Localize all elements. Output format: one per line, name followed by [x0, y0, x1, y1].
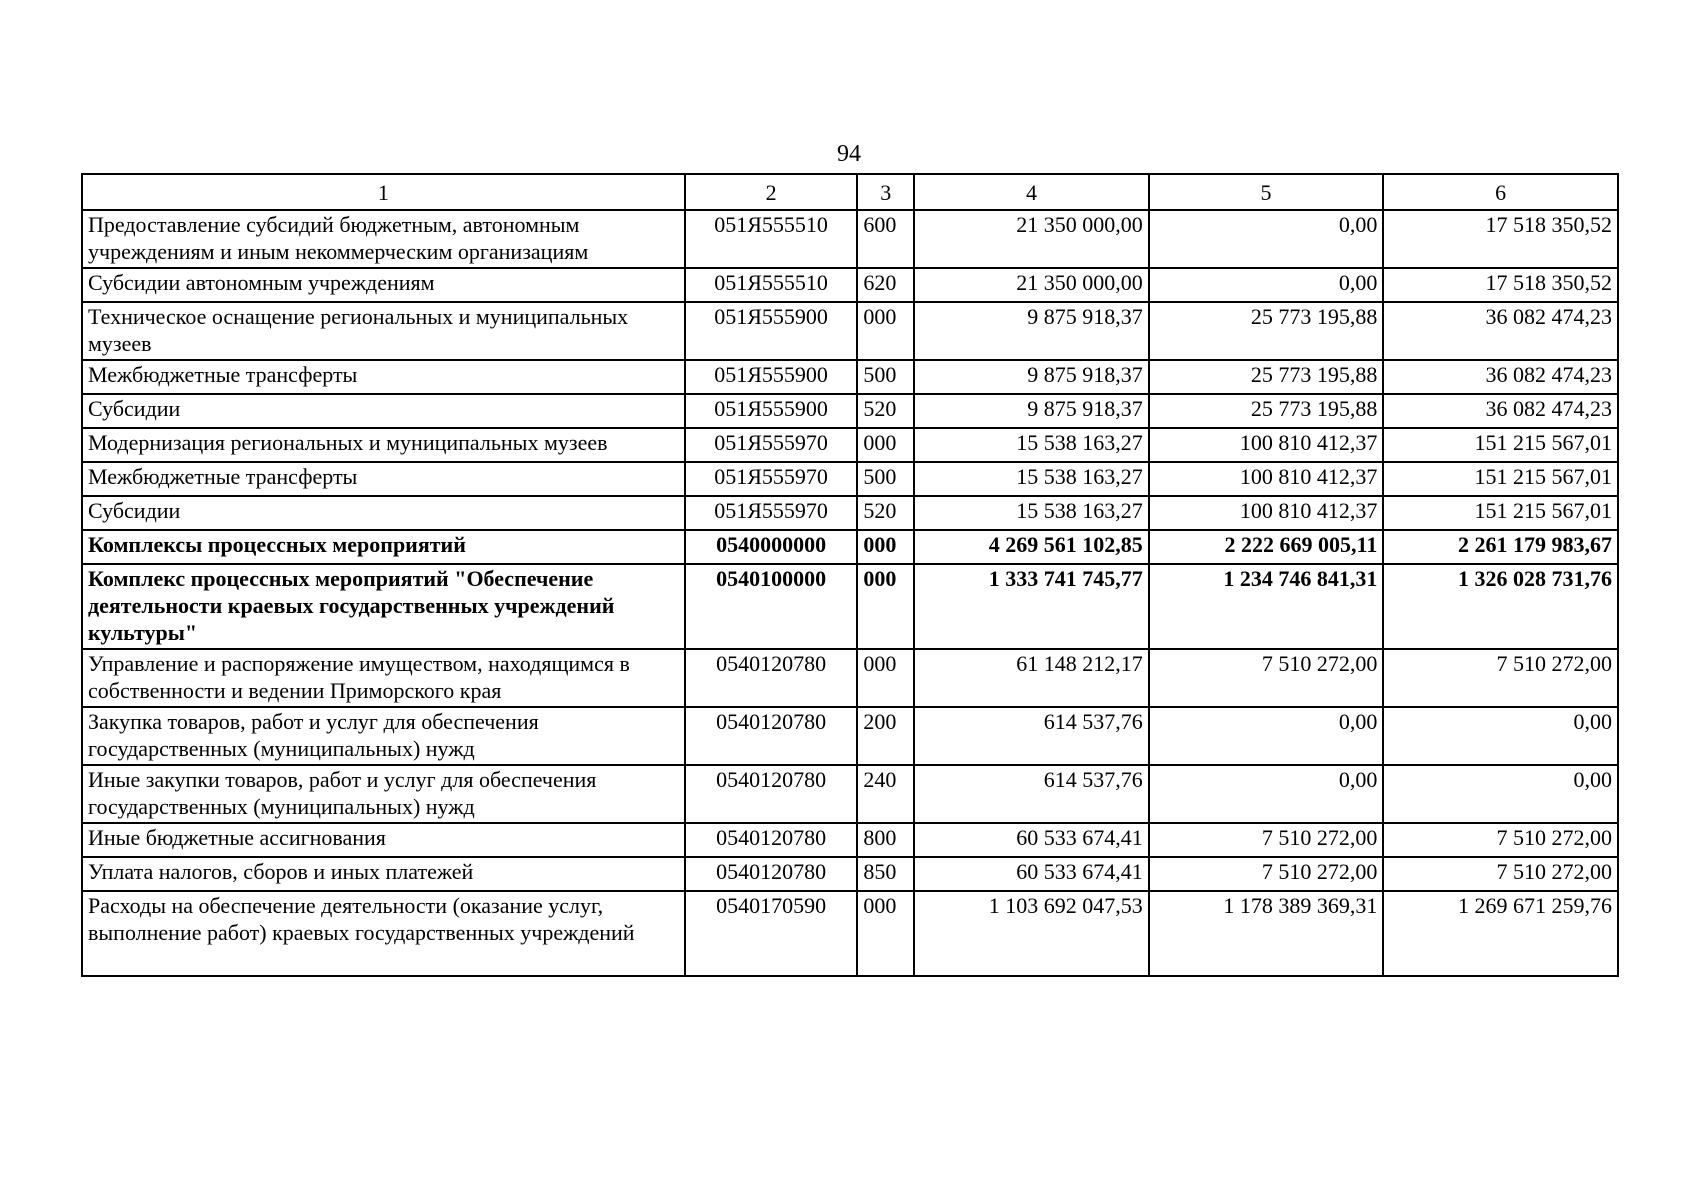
row-code-cell: 051Я555510: [685, 268, 858, 302]
table-row: [82, 302, 1618, 360]
row-type-cell: 200: [857, 707, 914, 765]
row-type-cell: 500: [857, 360, 914, 394]
table-row: [82, 210, 1618, 268]
row-amount-col6-cell: 36 082 474,23: [1383, 394, 1618, 428]
row-amount-col5-cell: 100 810 412,37: [1149, 462, 1384, 496]
row-amount-col4-cell: 9 875 918,37: [914, 360, 1149, 394]
table-row: [82, 496, 1618, 530]
row-type-cell: 600: [857, 210, 914, 268]
row-amount-col5-cell: 100 810 412,37: [1149, 428, 1384, 462]
row-amount-col6-cell: 0,00: [1383, 765, 1618, 823]
row-amount-col4-cell: 21 350 000,00: [914, 210, 1149, 268]
row-type-cell: 240: [857, 765, 914, 823]
table-row: [82, 823, 1618, 857]
row-amount-col4-cell: 21 350 000,00: [914, 268, 1149, 302]
row-amount-col6-cell: 7 510 272,00: [1383, 857, 1618, 891]
row-name-cell: Управление и распоряжение имуществом, находящимся в собственности и ведении Приморского края: [82, 649, 685, 707]
row-type-cell: 000: [857, 428, 914, 462]
row-amount-col6-cell: 7 510 272,00: [1383, 823, 1618, 857]
header-row: [82, 174, 1618, 210]
row-amount-col5-cell: 25 773 195,88: [1149, 394, 1384, 428]
row-code-cell: 0540000000: [685, 530, 858, 564]
column-header: 4: [914, 174, 1149, 210]
row-amount-col5-cell: 1 234 746 841,31: [1149, 564, 1384, 649]
row-amount-col6-cell: 1 269 671 259,76: [1383, 891, 1618, 976]
row-code-cell: 0540120780: [685, 765, 858, 823]
table-row: [82, 857, 1618, 891]
row-type-cell: 000: [857, 302, 914, 360]
row-amount-col5-cell: 25 773 195,88: [1149, 360, 1384, 394]
row-amount-col5-cell: 7 510 272,00: [1149, 649, 1384, 707]
row-type-cell: 850: [857, 857, 914, 891]
table-row: [82, 765, 1618, 823]
row-code-cell: 0540100000: [685, 564, 858, 649]
row-code-cell: 0540120780: [685, 823, 858, 857]
row-code-cell: 051Я555510: [685, 210, 858, 268]
row-amount-col4-cell: 614 537,76: [914, 765, 1149, 823]
row-amount-col4-cell: 4 269 561 102,85: [914, 530, 1149, 564]
table-row: [82, 530, 1618, 564]
row-code-cell: 051Я555900: [685, 394, 858, 428]
row-type-cell: 620: [857, 268, 914, 302]
row-amount-col6-cell: 151 215 567,01: [1383, 496, 1618, 530]
row-name-cell: Расходы на обеспечение деятельности (оказание услуг, выполнение работ) краевых государственных учреждений: [82, 891, 685, 976]
table-row: [82, 268, 1618, 302]
row-amount-col5-cell: 2 222 669 005,11: [1149, 530, 1384, 564]
row-type-cell: 000: [857, 649, 914, 707]
table-row: [82, 360, 1618, 394]
row-type-cell: 000: [857, 564, 914, 649]
column-header: 2: [685, 174, 858, 210]
row-amount-col5-cell: 0,00: [1149, 707, 1384, 765]
row-code-cell: 051Я555970: [685, 496, 858, 530]
row-type-cell: 520: [857, 496, 914, 530]
row-amount-col4-cell: 61 148 212,17: [914, 649, 1149, 707]
row-name-cell: Техническое оснащение региональных и муниципальных музеев: [82, 302, 685, 360]
row-name-cell: Модернизация региональных и муниципальных музеев: [82, 428, 685, 462]
row-type-cell: 520: [857, 394, 914, 428]
row-name-cell: Иные закупки товаров, работ и услуг для обеспечения государственных (муниципальных) нужд: [82, 765, 685, 823]
row-amount-col6-cell: 1 326 028 731,76: [1383, 564, 1618, 649]
row-name-cell: Межбюджетные трансферты: [82, 360, 685, 394]
table-row: [82, 649, 1618, 707]
column-header: 5: [1149, 174, 1384, 210]
row-amount-col4-cell: 614 537,76: [914, 707, 1149, 765]
row-amount-col6-cell: 7 510 272,00: [1383, 649, 1618, 707]
row-amount-col6-cell: 0,00: [1383, 707, 1618, 765]
row-amount-col5-cell: 7 510 272,00: [1149, 823, 1384, 857]
budget-table: [81, 173, 1619, 977]
row-amount-col5-cell: 0,00: [1149, 268, 1384, 302]
row-type-cell: 000: [857, 891, 914, 976]
row-name-cell: Межбюджетные трансферты: [82, 462, 685, 496]
table-row: [82, 891, 1618, 976]
row-name-cell: Иные бюджетные ассигнования: [82, 823, 685, 857]
table-row: [82, 462, 1618, 496]
row-name-cell: Субсидии: [82, 496, 685, 530]
row-code-cell: 051Я555900: [685, 360, 858, 394]
row-amount-col4-cell: 1 333 741 745,77: [914, 564, 1149, 649]
row-type-cell: 800: [857, 823, 914, 857]
table-row: [82, 707, 1618, 765]
table-row: [82, 394, 1618, 428]
row-amount-col4-cell: 9 875 918,37: [914, 302, 1149, 360]
row-name-cell: Комплекс процессных мероприятий "Обеспечение деятельности краевых государственных учреждений культуры": [82, 564, 685, 649]
row-name-cell: Уплата налогов, сборов и иных платежей: [82, 857, 685, 891]
row-name-cell: Субсидии автономным учреждениям: [82, 268, 685, 302]
column-header: 3: [857, 174, 914, 210]
row-code-cell: 0540170590: [685, 891, 858, 976]
row-amount-col6-cell: 151 215 567,01: [1383, 428, 1618, 462]
row-amount-col4-cell: 60 533 674,41: [914, 823, 1149, 857]
row-code-cell: 051Я555970: [685, 462, 858, 496]
row-name-cell: Закупка товаров, работ и услуг для обеспечения государственных (муниципальных) нужд: [82, 707, 685, 765]
row-amount-col5-cell: 25 773 195,88: [1149, 302, 1384, 360]
row-name-cell: Субсидии: [82, 394, 685, 428]
page-number: 94: [837, 141, 861, 167]
row-amount-col5-cell: 0,00: [1149, 210, 1384, 268]
column-header: 1: [82, 174, 685, 210]
row-amount-col5-cell: 0,00: [1149, 765, 1384, 823]
row-code-cell: 0540120780: [685, 649, 858, 707]
row-type-cell: 000: [857, 530, 914, 564]
row-code-cell: 051Я555970: [685, 428, 858, 462]
row-amount-col5-cell: 100 810 412,37: [1149, 496, 1384, 530]
row-amount-col4-cell: 15 538 163,27: [914, 428, 1149, 462]
row-amount-col6-cell: 151 215 567,01: [1383, 462, 1618, 496]
row-amount-col4-cell: 9 875 918,37: [914, 394, 1149, 428]
row-type-cell: 500: [857, 462, 914, 496]
row-amount-col4-cell: 1 103 692 047,53: [914, 891, 1149, 976]
row-amount-col4-cell: 15 538 163,27: [914, 462, 1149, 496]
row-code-cell: 0540120780: [685, 707, 858, 765]
row-amount-col6-cell: 2 261 179 983,67: [1383, 530, 1618, 564]
row-amount-col4-cell: 15 538 163,27: [914, 496, 1149, 530]
row-amount-col6-cell: 17 518 350,52: [1383, 210, 1618, 268]
row-amount-col6-cell: 36 082 474,23: [1383, 360, 1618, 394]
row-name-cell: Комплексы процессных мероприятий: [82, 530, 685, 564]
table-row: [82, 564, 1618, 649]
row-amount-col4-cell: 60 533 674,41: [914, 857, 1149, 891]
row-code-cell: 0540120780: [685, 857, 858, 891]
row-name-cell: Предоставление субсидий бюджетным, автономным учреждениям и иным некоммерческим организациям: [82, 210, 685, 268]
row-amount-col5-cell: 7 510 272,00: [1149, 857, 1384, 891]
row-amount-col6-cell: 36 082 474,23: [1383, 302, 1618, 360]
row-code-cell: 051Я555900: [685, 302, 858, 360]
column-header: 6: [1383, 174, 1618, 210]
row-amount-col5-cell: 1 178 389 369,31: [1149, 891, 1384, 976]
table-row: [82, 428, 1618, 462]
row-amount-col6-cell: 17 518 350,52: [1383, 268, 1618, 302]
